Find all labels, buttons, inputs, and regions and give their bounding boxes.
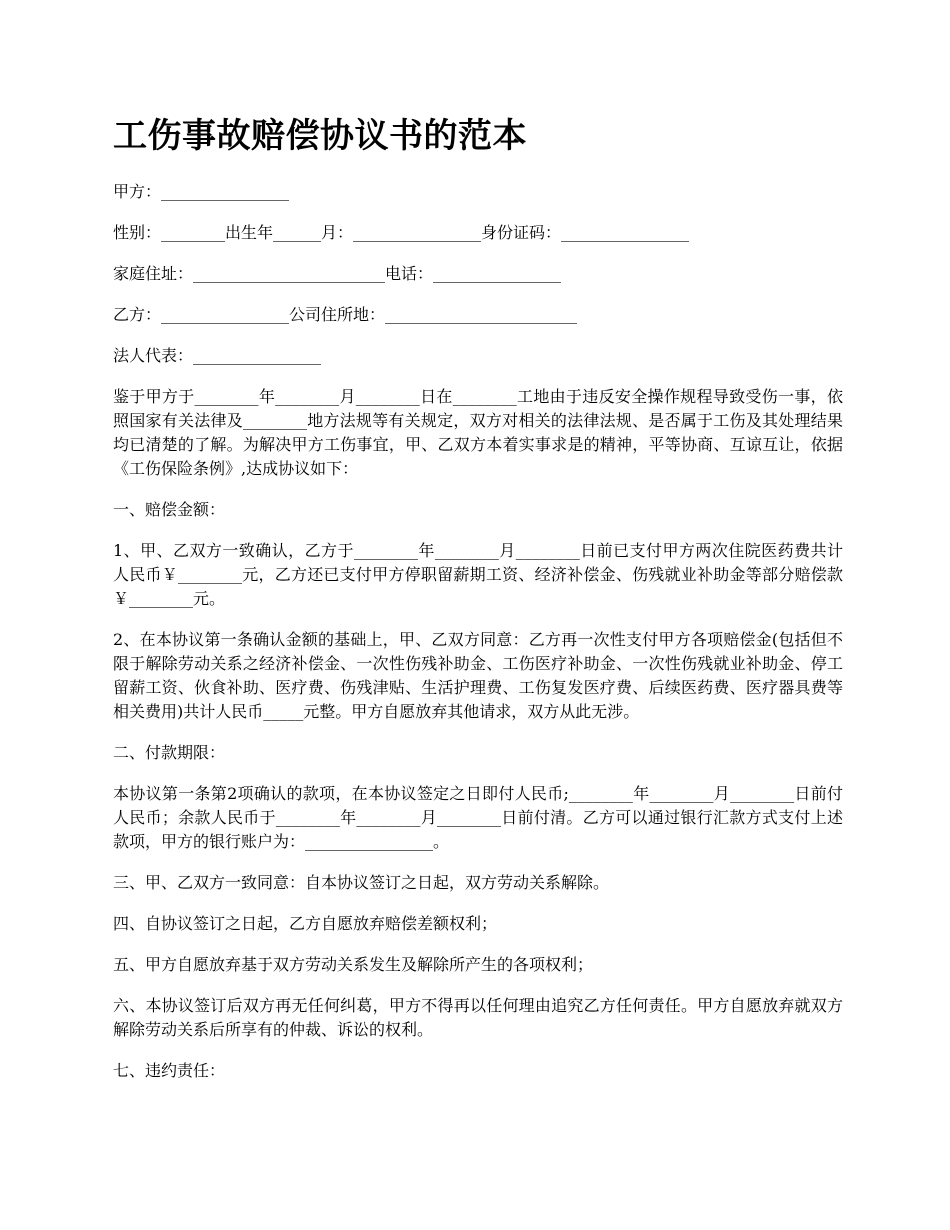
clause-payment: 本协议第一条第2项确认的款项，在本协议签定之日即付人民币;________年________月________日前付人民币；余款人民币于________年________月________日前付清。乙方可以通过银行汇款方式支付上述款项，甲方的银行账户为：________________。 [113, 784, 843, 851]
section-heading-payment-term: 二、付款期限： [113, 743, 226, 762]
section-heading-compensation: 一、赔偿金额： [113, 500, 226, 519]
party-a-field: 甲方：________________ [113, 182, 290, 201]
legal-representative-field: 法人代表：________________ [113, 346, 322, 365]
clause-6: 六、本协议签订后双方再无任何纠葛，甲方不得再以任何理由追究乙方任何责任。甲方自愿放弃就双方解除劳动关系后所享有的仲裁、诉讼的权利。 [113, 996, 843, 1039]
document-page [113, 112, 843, 1100]
personal-info-field: 性别：________出生年______月：________________身份证码：________________ [113, 223, 690, 242]
document-title: 工伤事故赔偿协议书的范本 [113, 116, 527, 156]
clause-4: 四、自协议签订之日起，乙方自愿放弃赔偿差额权利； [113, 914, 498, 933]
party-b-field: 乙方：________________公司住所地：________________________ [113, 305, 578, 324]
clause-1-2: 2、在本协议第一条确认金额的基础上，甲、乙双方同意：乙方再一次性支付甲方各项赔偿金(包括但不限于解除劳动关系之经济补偿金、一次性伤残补助金、工伤医疗补助金、一次性伤残就业补助金、停工留薪工资、伙食补助、医疗费、伤残津贴、生活护理费、工伤复发医疗费、后续医药费、医疗器具费等相关费用)共计人民币_____元整。甲方自愿放弃其他请求，双方从此无涉。 [113, 630, 843, 721]
address-phone-field: 家庭住址：________________________电话：________________ [113, 264, 562, 283]
clause-3: 三、甲、乙双方一致同意：自本协议签订之日起，双方劳动关系解除。 [113, 873, 610, 892]
intro-paragraph: 鉴于甲方于________年________月________日在________工地由于违反安全操作规程导致受伤一事，依照国家有关法律及________地方法规等有关规定，双方对相关的法律法规、是否属于工伤及其处理结果均已清楚的了解。为解决甲方工伤事宜，甲、乙双方本着实事求是的精神，平等协商、互谅互让，依据《工伤保险条例》,达成协议如下： [113, 387, 843, 478]
clause-1-1: 1、甲、乙双方一致确认，乙方于________年________月________日前已支付甲方两次住院医药费共计人民币￥________元，乙方还已支付甲方停职留薪期工资、经济补偿金、伤残就业补助金等部分赔偿款￥________元。 [113, 541, 843, 608]
clause-5: 五、甲方自愿放弃基于双方劳动关系发生及解除所产生的各项权利； [113, 955, 594, 974]
section-heading-liability: 七、违约责任： [113, 1061, 226, 1080]
